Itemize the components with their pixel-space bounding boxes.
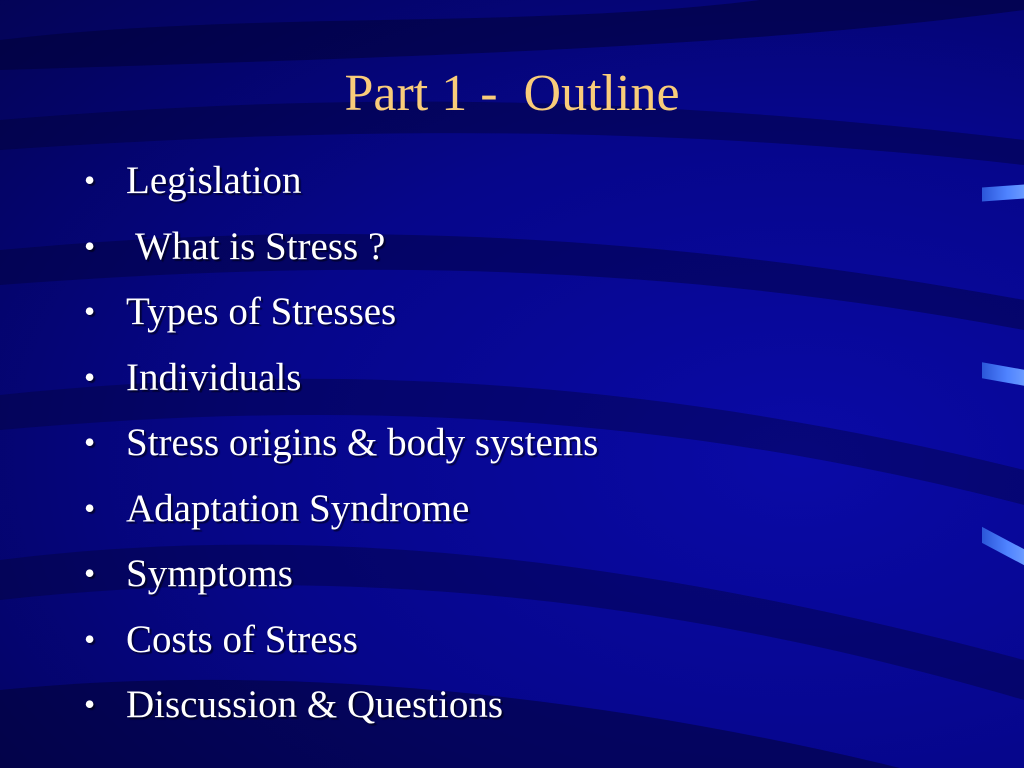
list-item: [84, 607, 358, 673]
list-item: [84, 541, 293, 607]
bullet-icon: •: [84, 620, 96, 657]
edge-accent-mark: [982, 185, 1024, 202]
bullet-icon: •: [84, 293, 96, 329]
bullet-icon: •: [84, 555, 96, 591]
list-item: [84, 279, 397, 345]
bullet-icon: •: [84, 162, 96, 198]
list-item: [84, 345, 302, 411]
list-item: [84, 148, 302, 214]
slide-title: Part 1 - Outline: [344, 65, 680, 122]
list-item: [84, 214, 386, 280]
list-item: [84, 672, 504, 738]
list-item-text: Legislation: [126, 159, 302, 202]
bullet-icon: •: [84, 489, 96, 526]
list-item: [84, 410, 599, 476]
list-item-text: Adaptation Syndrome: [126, 486, 470, 530]
list-item-text: Individuals: [126, 355, 302, 399]
list-item-text: Stress origins & body systems: [126, 421, 599, 464]
list-item-text: Symptoms: [126, 552, 293, 595]
list-item: [84, 476, 470, 542]
list-item-text: What is Stress ?: [126, 224, 386, 268]
list-item-text: Discussion & Questions: [126, 683, 504, 726]
bullet-icon: •: [84, 227, 96, 264]
bullet-icon: •: [84, 424, 96, 460]
bullet-icon: •: [84, 358, 96, 395]
bullet-icon: •: [84, 686, 96, 722]
outline-list: [84, 148, 599, 738]
list-item-text: Types of Stresses: [126, 290, 397, 333]
list-item-text: Costs of Stress: [126, 617, 358, 661]
